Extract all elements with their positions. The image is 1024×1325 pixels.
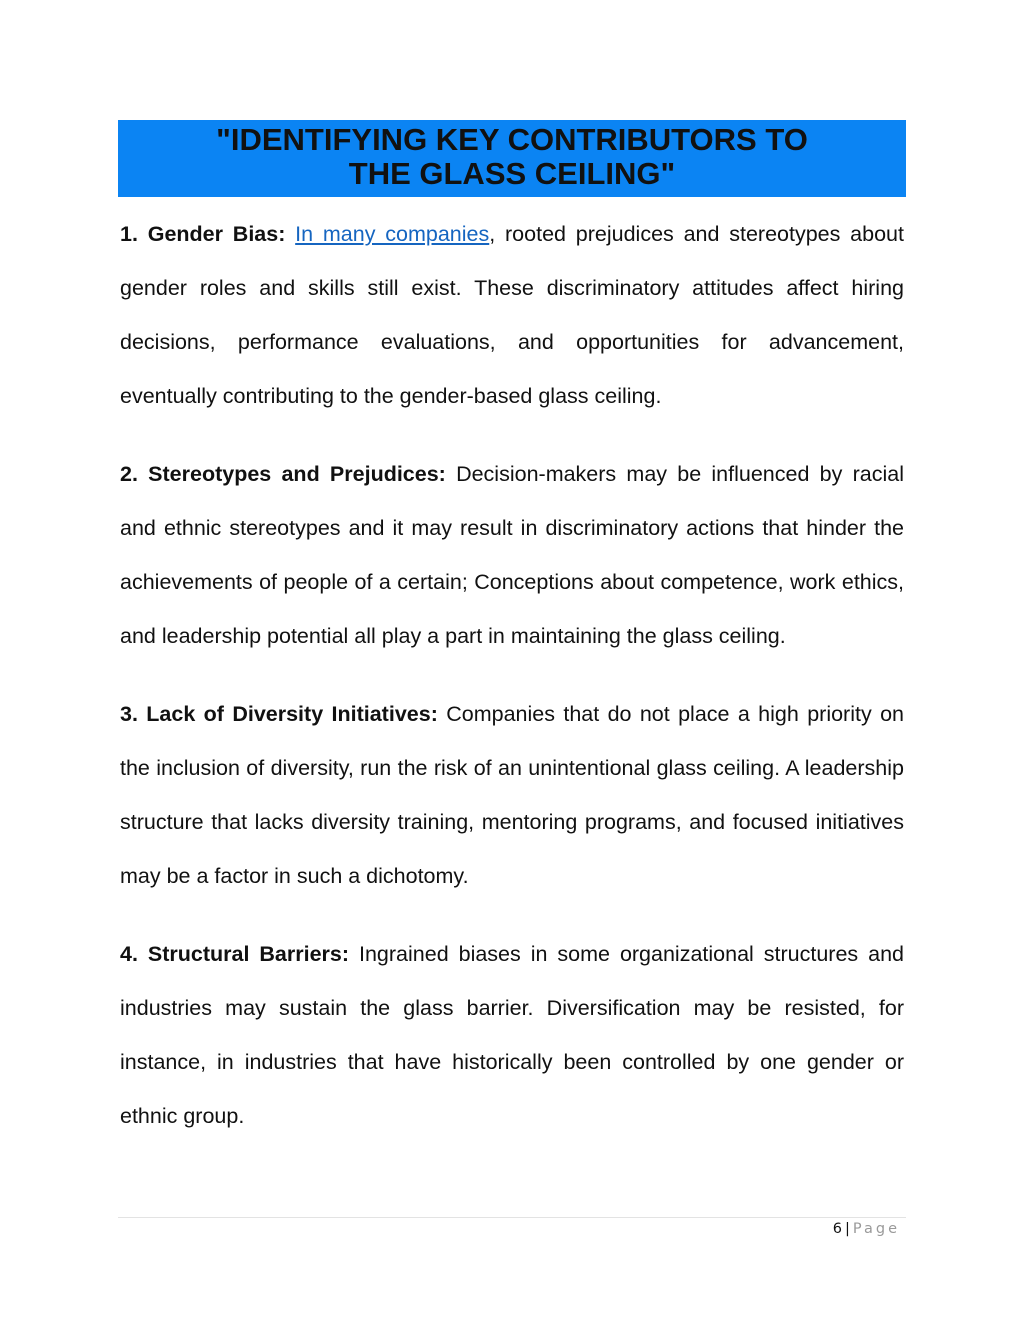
page-number: 6 [832, 1221, 842, 1237]
title-line-1: "IDENTIFYING KEY CONTRIBUTORS TO [216, 122, 808, 157]
section-heading: 1. Gender Bias: [120, 222, 286, 246]
footer-separator: | [845, 1221, 850, 1237]
document-body [120, 207, 904, 1167]
section-stereotypes [120, 447, 904, 663]
section-body: Ingrained biases in some organizational structures and industries may sustain the glass barrier. Diversification may be resisted, for instance, in industries that have historically been controlled by one gender or ethnic group. [120, 942, 904, 1128]
section-heading: 4. Structural Barriers: [120, 942, 350, 966]
section-body: Decision-makers may be influenced by racial and ethnic stereotypes and it may result in discriminatory actions that hinder the achievements of people of a certain; Conceptions about competence, work ethics, and leadership potential all play a part in maintaining the glass ceiling. [120, 462, 904, 648]
footer-divider [118, 1217, 906, 1218]
page-label: Page [852, 1221, 900, 1237]
section-body: , rooted prejudices and stereotypes about gender roles and skills still exist. These discriminatory attitudes affect hiring decisions, performance evaluations, and opportunities for advancement, eventually contributing to the gender-based glass ceiling. [120, 222, 904, 408]
in-many-companies-link[interactable]: In many companies [295, 222, 490, 246]
section-gender-bias [120, 207, 904, 423]
title-banner [118, 120, 906, 197]
section-heading: 3. Lack of Diversity Initiatives: [120, 702, 438, 726]
page-footer [833, 1221, 900, 1237]
title-line-2: THE GLASS CEILING" [348, 156, 676, 191]
section-diversity-initiatives [120, 687, 904, 903]
section-body: Companies that do not place a high priority on the inclusion of diversity, run the risk of an unintentional glass ceiling. A leadership structure that lacks diversity training, mentoring programs, and focused initiatives may be a factor in such a dichotomy. [120, 702, 904, 888]
section-heading: 2. Stereotypes and Prejudices: [120, 462, 446, 486]
section-structural-barriers [120, 927, 904, 1143]
